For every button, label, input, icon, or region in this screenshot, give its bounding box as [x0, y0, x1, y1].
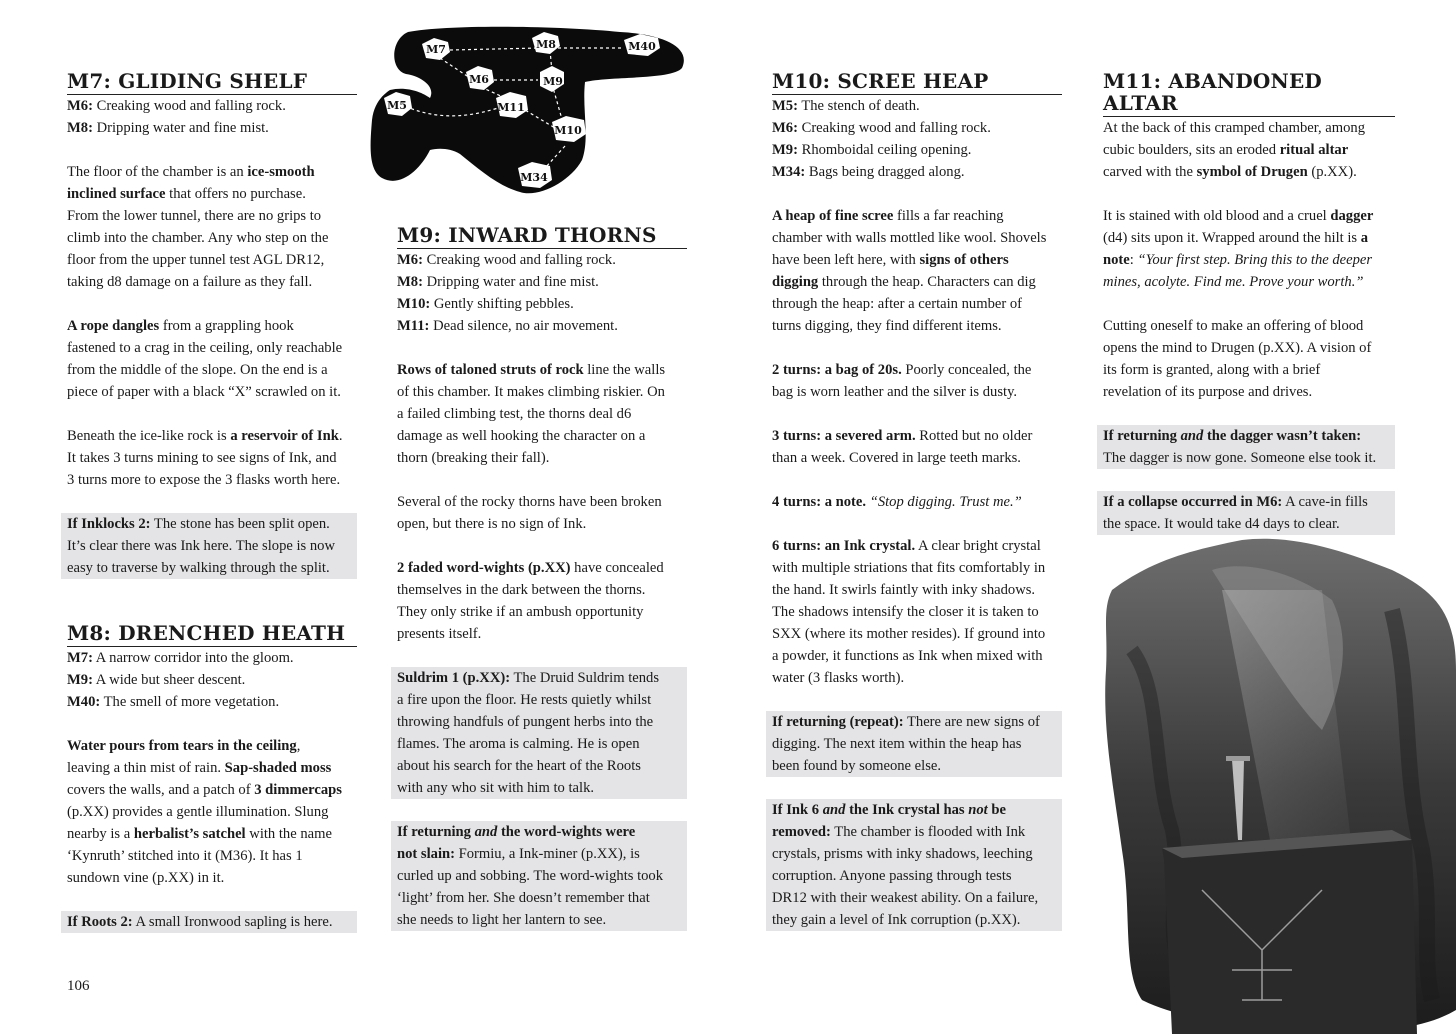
text-line: The shadows intensify the closer it is taken to — [772, 604, 1039, 620]
section-title: M8: DRENCHED HEATH — [67, 622, 357, 647]
text-line: about his search for the heart of the Roots — [397, 758, 641, 774]
exit-line: M5: The stench of death. — [772, 98, 920, 114]
text-line: 2 faded word-wights (p.XX) have concealed — [397, 560, 664, 576]
svg-text:M9: M9 — [543, 75, 563, 88]
text-line: ‘Kynruth’ stitched into it (M36). It has 1 — [67, 848, 303, 864]
text-line: leaving a thin mist of rain. Sap-shaded moss — [67, 760, 332, 776]
text-line: SXX (where its mother resides). If ground into — [772, 626, 1046, 642]
text-line: digging through the heap. Characters can dig — [772, 274, 1036, 290]
text-line: chamber with walls mottled like wool. Shovels — [772, 230, 1047, 246]
svg-text:M7: M7 — [426, 43, 446, 56]
text-line: At the back of this cramped chamber, among — [1103, 120, 1366, 136]
paragraph — [772, 359, 1062, 403]
text-line: DR12 with their weakest ability. On a failure, — [772, 890, 1039, 906]
paragraph — [67, 161, 357, 293]
exit-line: M6: Creaking wood and falling rock. — [67, 98, 286, 114]
section-m7 — [67, 70, 357, 579]
svg-text:M6: M6 — [469, 73, 489, 86]
paragraph — [397, 491, 687, 535]
paragraph — [67, 425, 357, 491]
callout-box — [1097, 491, 1395, 535]
paragraph — [772, 205, 1062, 337]
text-line: 3 turns more to expose the 3 flasks worth here. — [67, 472, 341, 488]
text-line: flames. The aroma is calming. He is open — [397, 736, 640, 752]
exit-line: M10: Gently shifting pebbles. — [397, 296, 574, 312]
paragraph — [67, 315, 357, 403]
exit-line: M40: The smell of more vegetation. — [67, 694, 280, 710]
text-line: cubic boulders, sits an eroded ritual altar — [1103, 142, 1349, 158]
text-line: If returning and the word-wights were — [397, 824, 636, 840]
text-line: A heap of fine scree fills a far reaching — [772, 208, 1004, 224]
text-line: climb into the chamber. Any who step on the — [67, 230, 329, 246]
section-m10 — [772, 70, 1062, 931]
text-line: been found by someone else. — [772, 758, 941, 774]
text-line: Several of the rocky thorns have been broken — [397, 494, 662, 510]
exit-line: M8: Dripping water and fine mist. — [397, 274, 599, 290]
section-title: M11: ABANDONED ALTAR — [1103, 70, 1395, 117]
text-line: nearby is a herbalist’s satchel with the name — [67, 826, 332, 842]
text-line: covers the walls, and a patch of 3 dimmercaps — [67, 782, 342, 798]
paragraph — [1103, 315, 1395, 403]
text-line: through the heap: after a certain number of — [772, 296, 1023, 312]
text-line: opens the mind to Drugen (p.XX). A vision of — [1103, 340, 1372, 356]
callout-box — [766, 799, 1062, 931]
text-line: with multiple striations that fits comfortably in — [772, 560, 1046, 576]
text-line: its form is granted, along with a brief — [1103, 362, 1321, 378]
text-line: themselves in the dark between the thorns. — [397, 582, 646, 598]
text-line: The floor of the chamber is an ice-smooth — [67, 164, 315, 180]
text-line: (p.XX) provides a gentle illumination. Slung — [67, 804, 329, 820]
text-line: throwing handfuls of pungent herbs into the — [397, 714, 654, 730]
text-line: not slain: Formiu, a Ink-miner (p.XX), is — [397, 846, 640, 862]
paragraph — [397, 359, 687, 469]
text-line: It’s clear there was Ink here. The slope is now — [67, 538, 336, 554]
text-line: Suldrim 1 (p.XX): The Druid Suldrim tends — [397, 670, 660, 686]
text-line: piece of paper with a black “X” scrawled on it. — [67, 384, 341, 400]
text-line: thorn (breaking their fall). — [397, 450, 550, 466]
text-line: 2 turns: a bag of 20s. Poorly concealed, the — [772, 362, 1032, 378]
text-line: carved with the symbol of Drugen (p.XX). — [1103, 164, 1357, 180]
text-line: bag is worn leather and the silver is dusty. — [772, 384, 1018, 400]
text-line: digging. The next item within the heap has — [772, 736, 1022, 752]
section-m8 — [67, 622, 357, 933]
text-line: have been left here, with signs of others — [772, 252, 1009, 268]
text-line: If returning (repeat): There are new signs of — [772, 714, 1040, 730]
callout-box — [391, 667, 687, 799]
svg-text:M34: M34 — [520, 171, 548, 184]
text-line: fastened to a crag in the ceiling, only reachable — [67, 340, 343, 356]
callout-box — [61, 513, 357, 579]
callout-box — [1097, 425, 1395, 469]
exit-line: M9: A wide but sheer descent. — [67, 672, 246, 688]
paragraph — [67, 735, 357, 889]
text-line: revelation of its purpose and drives. — [1103, 384, 1313, 400]
text-line: a powder, it functions as Ink when mixed with — [772, 648, 1043, 664]
text-line: The dagger is now gone. Someone else took it. — [1103, 450, 1377, 466]
section-m9 — [397, 224, 687, 931]
text-line: Cutting oneself to make an offering of blood — [1103, 318, 1364, 334]
callout-box — [61, 911, 357, 933]
paragraph — [772, 425, 1062, 469]
callout-box — [391, 821, 687, 931]
exit-line: M9: Rhomboidal ceiling opening. — [772, 142, 972, 158]
exits-list — [772, 95, 1062, 183]
exits-list — [397, 249, 687, 337]
exit-line: M34: Bags being dragged along. — [772, 164, 965, 180]
paragraph — [1103, 205, 1395, 293]
text-line: Beneath the ice-like rock is a reservoir of Ink. — [67, 428, 343, 444]
callout-box — [766, 711, 1062, 777]
section-m11 — [1103, 70, 1395, 535]
text-line: (d4) sits upon it. Wrapped around the hilt is a — [1103, 230, 1369, 246]
altar-illustration — [1092, 530, 1456, 1034]
text-line: floor from the upper tunnel test AGL DR12, — [67, 252, 325, 268]
text-line: If Roots 2: A small Ironwood sapling is here. — [67, 914, 333, 930]
text-line: turns digging, they find different items. — [772, 318, 1002, 334]
text-line: note: “Your first step. Bring this to the deeper — [1103, 252, 1373, 268]
text-line: If Inklocks 2: The stone has been split open. — [67, 516, 330, 532]
text-line: ‘light’ from her. She doesn’t remember that — [397, 890, 650, 906]
text-line: If a collapse occurred in M6: A cave-in fills — [1103, 494, 1368, 510]
svg-text:M5: M5 — [387, 99, 407, 112]
text-line: 3 turns: a severed arm. Rotted but no older — [772, 428, 1033, 444]
text-line: They only strike if an ambush opportunity — [397, 604, 644, 620]
text-line: a fire upon the floor. He rests quietly whilst — [397, 692, 652, 708]
exit-line: M8: Dripping water and fine mist. — [67, 120, 269, 136]
page-number: 106 — [67, 978, 90, 994]
exit-line: M6: Creaking wood and falling rock. — [397, 252, 616, 268]
text-line: 6 turns: an Ink crystal. A clear bright crystal — [772, 538, 1041, 554]
paragraph — [772, 535, 1062, 689]
exit-line: M11: Dead silence, no air movement. — [397, 318, 618, 334]
text-line: curled up and sobbing. The word-wights took — [397, 868, 664, 884]
section-title: M7: GLIDING SHELF — [67, 70, 357, 95]
svg-text:M10: M10 — [554, 124, 582, 137]
exits-list — [67, 95, 357, 139]
text-line: open, but there is no sign of Ink. — [397, 516, 587, 532]
exits-list — [67, 647, 357, 713]
text-line: If Ink 6 and the Ink crystal has not be — [772, 802, 1006, 818]
text-line: Rows of taloned struts of rock line the walls — [397, 362, 666, 378]
svg-text:M11: M11 — [497, 101, 525, 114]
text-line: It is stained with old blood and a cruel dagger — [1103, 208, 1374, 224]
text-line: A rope dangles from a grappling hook — [67, 318, 294, 334]
text-line: mines, acolyte. Find me. Prove your worth.” — [1103, 274, 1364, 290]
section-title: M9: INWARD THORNS — [397, 224, 687, 249]
text-line: corruption. Anyone passing through tests — [772, 868, 1012, 884]
svg-text:M8: M8 — [536, 38, 556, 51]
text-line: crystals, prisms with inky shadows, leeching — [772, 846, 1033, 862]
text-line: damage as well hooking the character on a — [397, 428, 646, 444]
text-line: taking d8 damage on a failure as they fall. — [67, 274, 313, 290]
text-line: From the lower tunnel, there are no grips to — [67, 208, 322, 224]
paragraph — [397, 557, 687, 645]
text-line: presents itself. — [397, 626, 482, 642]
text-line: the hand. It swirls faintly with inky shadows. — [772, 582, 1036, 598]
text-line: with any who sit with him to talk. — [397, 780, 595, 796]
text-line: they gain a level of Ink corruption (p.XX). — [772, 912, 1021, 928]
exit-line: M6: Creaking wood and falling rock. — [772, 120, 991, 136]
text-line: inclined surface that offers no purchase. — [67, 186, 306, 202]
text-line: If returning and the dagger wasn’t taken: — [1103, 428, 1362, 444]
exit-line: M7: A narrow corridor into the gloom. — [67, 650, 294, 666]
text-line: than a week. Covered in large teeth marks. — [772, 450, 1021, 466]
text-line: of this chamber. It makes climbing riskier. On — [397, 384, 665, 400]
text-line: Water pours from tears in the ceiling, — [67, 738, 301, 754]
paragraph — [1103, 117, 1395, 183]
text-line: 4 turns: a note. “Stop digging. Trust me.” — [772, 494, 1022, 510]
altar-stone — [1162, 830, 1417, 1034]
text-line: water (3 flasks worth). — [772, 670, 905, 686]
text-line: It takes 3 turns mining to see signs of Ink, and — [67, 450, 337, 466]
paragraph — [772, 491, 1062, 513]
text-line: easy to traverse by walking through the split. — [67, 560, 330, 576]
text-line: removed: The chamber is flooded with Ink — [772, 824, 1026, 840]
svg-text:M40: M40 — [628, 40, 656, 53]
text-line: she needs to light her lantern to see. — [397, 912, 607, 928]
text-line: the space. It would take d4 days to clear. — [1103, 516, 1340, 532]
text-line: sundown vine (p.XX) in it. — [67, 870, 225, 886]
text-line: from the middle of the slope. On the end is a — [67, 362, 328, 378]
section-title: M10: SCREE HEAP — [772, 70, 1062, 95]
text-line: a failed climbing test, the thorns deal d6 — [397, 406, 632, 422]
dungeon-map — [360, 20, 690, 200]
